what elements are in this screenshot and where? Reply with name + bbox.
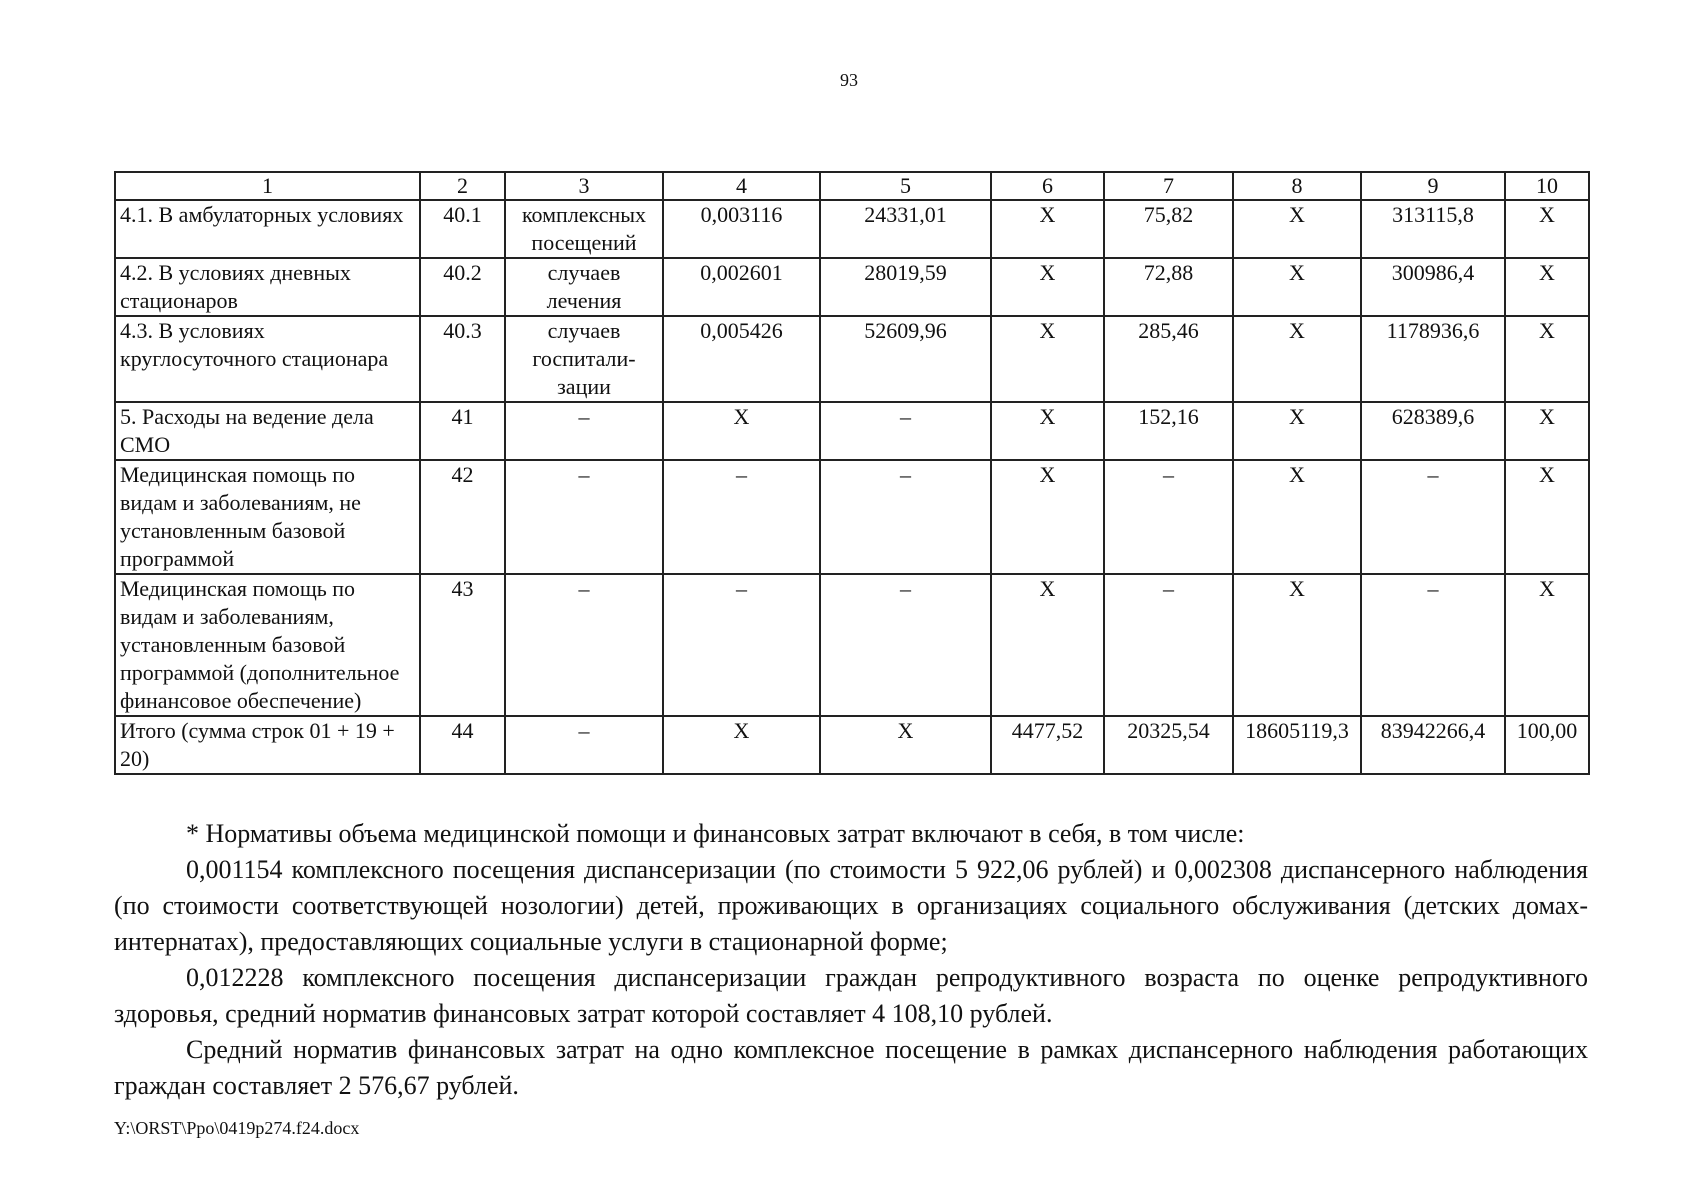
table-cell-unit: – bbox=[505, 460, 663, 574]
header-cell: 4 bbox=[663, 172, 820, 200]
table-cell-c5: 52609,96 bbox=[820, 316, 991, 402]
table-cell-c9: – bbox=[1361, 460, 1505, 574]
table-cell-c5: – bbox=[820, 402, 991, 460]
header-cell: 1 bbox=[115, 172, 420, 200]
table-row bbox=[115, 402, 1589, 460]
table-cell-c9: 1178936,6 bbox=[1361, 316, 1505, 402]
header-cell: 6 bbox=[991, 172, 1104, 200]
table-cell-name: Медицинская помощь по видам и заболеваниям, не установленным базовой программой bbox=[115, 460, 420, 574]
table-cell-c6: X bbox=[991, 258, 1104, 316]
table-cell-c8: X bbox=[1233, 316, 1361, 402]
table-cell-code: 40.1 bbox=[420, 200, 505, 258]
table-cell-c9: – bbox=[1361, 574, 1505, 716]
footnote-paragraph: Средний норматив финансовых затрат на одно комплексное посещение в рамках диспансерного наблюдения работающих граждан составляет 2 576,67 рублей. bbox=[114, 1035, 1588, 1100]
table-cell-name: 4.3. В условиях круглосуточного стационара bbox=[115, 316, 420, 402]
header-cell: 5 bbox=[820, 172, 991, 200]
table-cell-c6: X bbox=[991, 574, 1104, 716]
table-cell-c9: 300986,4 bbox=[1361, 258, 1505, 316]
page-number: 93 bbox=[840, 70, 858, 90]
table-cell-code: 44 bbox=[420, 716, 505, 774]
table-cell-c7: 285,46 bbox=[1104, 316, 1233, 402]
table-header-row bbox=[115, 172, 1589, 200]
table-cell-code: 40.2 bbox=[420, 258, 505, 316]
header-cell: 9 bbox=[1361, 172, 1505, 200]
table-cell-c6: 4477,52 bbox=[991, 716, 1104, 774]
table-cell-c10: X bbox=[1505, 574, 1589, 716]
table-cell-c4: – bbox=[663, 574, 820, 716]
table-cell-c8: X bbox=[1233, 258, 1361, 316]
table-cell-c6: X bbox=[991, 200, 1104, 258]
table-cell-c10: X bbox=[1505, 258, 1589, 316]
footnotes bbox=[114, 816, 1588, 1104]
table-cell-c5: – bbox=[820, 574, 991, 716]
table-cell-code: 42 bbox=[420, 460, 505, 574]
header-cell: 8 bbox=[1233, 172, 1361, 200]
table-cell-unit: – bbox=[505, 402, 663, 460]
table-row bbox=[115, 460, 1589, 574]
table-cell-code: 40.3 bbox=[420, 316, 505, 402]
table-cell-unit: случаев лечения bbox=[505, 258, 663, 316]
table-cell-c5: – bbox=[820, 460, 991, 574]
file-path-footer: Y:\ORST\Ppo\0419p274.f24.docx bbox=[114, 1118, 360, 1138]
table-cell-c6: X bbox=[991, 316, 1104, 402]
table-cell-c4: – bbox=[663, 460, 820, 574]
table-row bbox=[115, 258, 1589, 316]
table-cell-c7: 152,16 bbox=[1104, 402, 1233, 460]
table-cell-c8: X bbox=[1233, 574, 1361, 716]
table-cell-code: 43 bbox=[420, 574, 505, 716]
table-cell-unit: – bbox=[505, 716, 663, 774]
table-cell-unit: случаев госпитали-зации bbox=[505, 316, 663, 402]
footnote-paragraph: 0,001154 комплексного посещения диспансеризации (по стоимости 5 922,06 рублей) и 0,002308 диспансерного наблюдения (по стоимости соответствующей нозологии) детей, проживающих в организациях социального обслуживания (детских домах-интернатах), предоставляющих социальные услуги в стационарной форме; bbox=[114, 855, 1588, 956]
table-cell-c9: 83942266,4 bbox=[1361, 716, 1505, 774]
footnote-paragraph: 0,012228 комплексного посещения диспансеризации граждан репродуктивного возраста по оценке репродуктивного здоровья, средний норматив финансовых затрат которой составляет 4 108,10 рублей. bbox=[114, 963, 1588, 1028]
table-cell-c4: X bbox=[663, 402, 820, 460]
table-cell-unit: – bbox=[505, 574, 663, 716]
header-cell: 7 bbox=[1104, 172, 1233, 200]
table-cell-c4: 0,003116 bbox=[663, 200, 820, 258]
table-cell-name: 5. Расходы на ведение дела СМО bbox=[115, 402, 420, 460]
table-cell-c7: 20325,54 bbox=[1104, 716, 1233, 774]
table-cell-c8: X bbox=[1233, 200, 1361, 258]
header-cell: 2 bbox=[420, 172, 505, 200]
table-row bbox=[115, 200, 1589, 258]
table-cell-c7: 75,82 bbox=[1104, 200, 1233, 258]
table-cell-unit: комплексных посещений bbox=[505, 200, 663, 258]
table-cell-c10: X bbox=[1505, 460, 1589, 574]
table-cell-code: 41 bbox=[420, 402, 505, 460]
table-cell-c5: X bbox=[820, 716, 991, 774]
table-cell-c8: X bbox=[1233, 460, 1361, 574]
data-table bbox=[114, 171, 1590, 775]
table-cell-c7: – bbox=[1104, 460, 1233, 574]
table-cell-c9: 313115,8 bbox=[1361, 200, 1505, 258]
table-cell-c10: X bbox=[1505, 316, 1589, 402]
table-cell-c5: 24331,01 bbox=[820, 200, 991, 258]
table-cell-c10: X bbox=[1505, 402, 1589, 460]
table-row bbox=[115, 574, 1589, 716]
header-cell: 10 bbox=[1505, 172, 1589, 200]
table-cell-c8: X bbox=[1233, 402, 1361, 460]
table-cell-c7: 72,88 bbox=[1104, 258, 1233, 316]
table-cell-name: Итого (сумма строк 01 + 19 + 20) bbox=[115, 716, 420, 774]
table-cell-name: 4.2. В условиях дневных стационаров bbox=[115, 258, 420, 316]
table-cell-name: 4.1. В амбулаторных условиях bbox=[115, 200, 420, 258]
table-row bbox=[115, 316, 1589, 402]
table-cell-c9: 628389,6 bbox=[1361, 402, 1505, 460]
table-cell-c7: – bbox=[1104, 574, 1233, 716]
table-cell-c4: 0,005426 bbox=[663, 316, 820, 402]
table-cell-name: Медицинская помощь по видам и заболеваниям, установленным базовой программой (дополнительное финансовое обеспечение) bbox=[115, 574, 420, 716]
header-cell: 3 bbox=[505, 172, 663, 200]
table-cell-c4: 0,002601 bbox=[663, 258, 820, 316]
table-cell-c6: X bbox=[991, 402, 1104, 460]
table-cell-c10: 100,00 bbox=[1505, 716, 1589, 774]
table-cell-c4: X bbox=[663, 716, 820, 774]
table-cell-c5: 28019,59 bbox=[820, 258, 991, 316]
table-row bbox=[115, 716, 1589, 774]
table-cell-c8: 18605119,3 bbox=[1233, 716, 1361, 774]
table-cell-c10: X bbox=[1505, 200, 1589, 258]
table-cell-c6: X bbox=[991, 460, 1104, 574]
footnote-paragraph: * Нормативы объема медицинской помощи и финансовых затрат включают в себя, в том числе: bbox=[186, 819, 1245, 848]
